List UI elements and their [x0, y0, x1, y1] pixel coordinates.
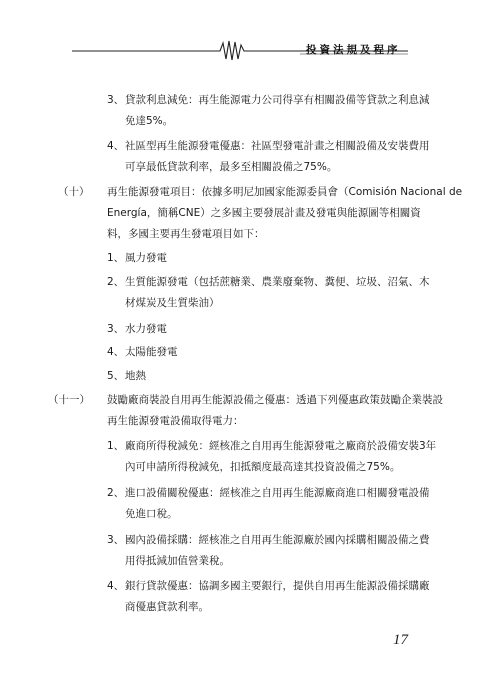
item-text-line: 廠商所得稅減免：經核准之自用再生能源發電之廠商於設備安裝3年: [125, 440, 437, 452]
item-number: 1、: [107, 440, 125, 452]
item-text-line: 國內設備採購：經核准之自用再生能源廠於國內採購相關設備之費: [125, 534, 430, 546]
section-text-line: Energía，簡稱CNE）之多國主要發展計畫及發電與能源圖等相關資: [107, 207, 421, 219]
section-text-line: 鼓勵廠商裝設自用再生能源設備之優惠：透過下列優惠政策鼓勵企業裝設: [107, 394, 443, 406]
section-text-line: 料，多國主要再生發電項目如下：: [107, 228, 265, 240]
header-title: 投資法規及程序: [306, 44, 401, 56]
item-text-line: 免達5%。: [125, 115, 174, 127]
page-number: 17: [393, 632, 408, 648]
item-number: 5、: [107, 370, 125, 382]
item-text-line: 社區型再生能源發電優惠：社區型發電計畫之相關設備及安裝費用: [125, 140, 430, 152]
item-text-line: 貸款利息減免：再生能源電力公司得享有相關設備等貸款之利息減: [125, 94, 430, 106]
item-number: 3、: [107, 323, 125, 335]
item-number: 2、: [107, 487, 125, 499]
section-number: （十一）: [48, 394, 90, 406]
page-header: [0, 36, 480, 66]
item-text-line: 太陽能發電: [125, 346, 178, 358]
header-rule-icon: [0, 36, 480, 66]
item-text-line: 進口設備關稅優惠：經核准之自用再生能源廠商進口相關發電設備: [125, 487, 430, 499]
item-text-line: 商優惠貸款利率。: [125, 601, 209, 613]
item-text-line: 用得抵減加值營業稅。: [125, 555, 230, 567]
item-number: 2、: [107, 276, 125, 288]
item-text-line: 地熱: [125, 370, 146, 382]
item-number: 3、: [107, 534, 125, 546]
item-text-line: 生質能源發電（包括蔗糖業、農業廢棄物、糞便、垃圾、沼氣、木: [125, 276, 430, 288]
item-text-line: 可享最低貸款利率，最多至相關設備之75%。: [125, 161, 338, 173]
item-text-line: 水力發電: [125, 323, 167, 335]
section-text-line: 再生能源發電項目：依據多明尼加國家能源委員會（Comisión Nacional de: [107, 186, 463, 198]
item-number: 4、: [107, 346, 125, 358]
item-text-line: 免進口稅。: [125, 508, 178, 520]
section-text-line: 再生能源發電設備取得電力：: [107, 415, 244, 427]
item-number: 4、: [107, 580, 125, 592]
item-number: 3、: [107, 94, 125, 106]
section-number: （十）: [58, 186, 90, 198]
item-number: 4、: [107, 140, 125, 152]
item-text-line: 內可申請所得稅減免，扣抵額度最高達其投資設備之75%。: [125, 461, 401, 473]
item-text-line: 銀行貸款優惠：協調多國主要銀行，提供自用再生能源設備採購廠: [125, 580, 430, 592]
item-text-line: 風力發電: [125, 252, 167, 264]
item-number: 1、: [107, 252, 125, 264]
item-text-line: 材煤炭及生質柴油）: [125, 297, 220, 309]
